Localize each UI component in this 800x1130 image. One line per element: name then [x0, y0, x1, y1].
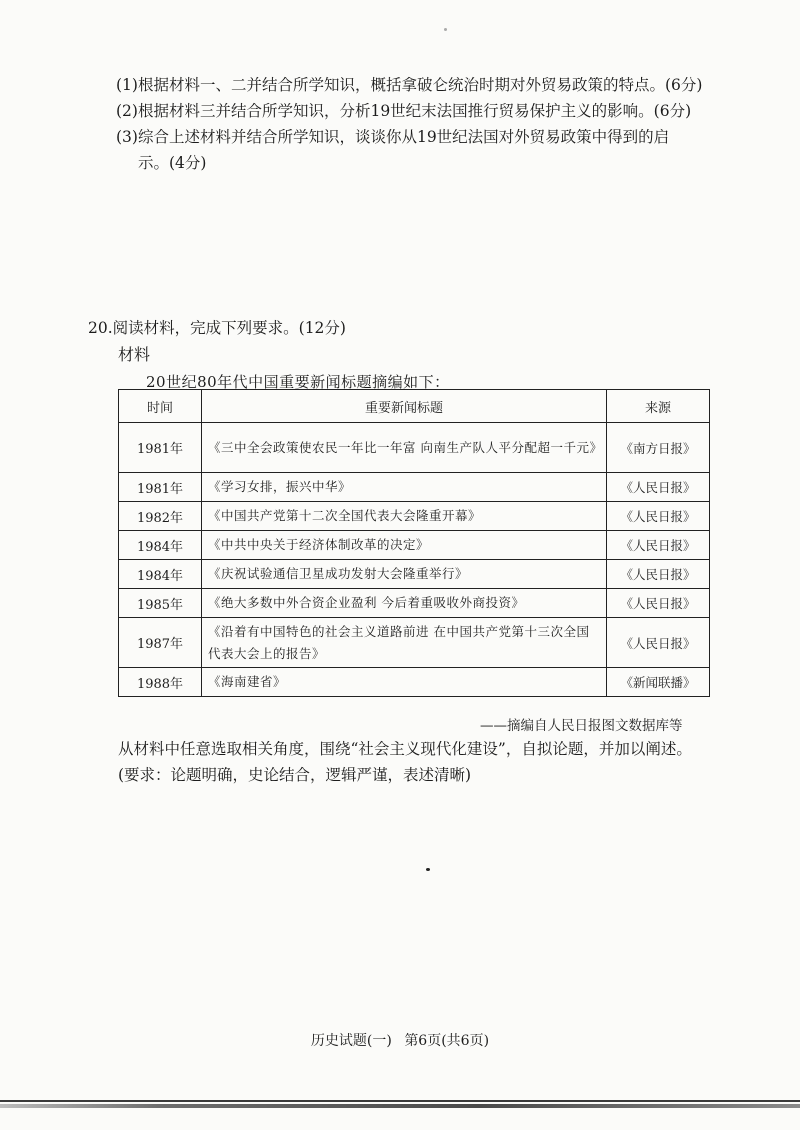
- row-headline: 《中共中央关于经济体制改革的决定》: [202, 531, 607, 560]
- row-year: 1985年: [119, 589, 202, 618]
- row-year: 1982年: [119, 502, 202, 531]
- row-source: 《人民日报》: [607, 473, 710, 502]
- task-requirements: (要求：论题明确，史论结合，逻辑严谨，表述清晰): [118, 766, 472, 784]
- news-headlines-table: [118, 389, 710, 697]
- table-row: [119, 668, 710, 697]
- scan-dot: [426, 868, 430, 871]
- header-source: 来源: [607, 390, 710, 423]
- header-time: 时间: [119, 390, 202, 423]
- row-source: 《人民日报》: [607, 618, 710, 668]
- row-year: 1988年: [119, 668, 202, 697]
- table-row: [119, 473, 710, 502]
- row-headline: 《庆祝试验通信卫星成功发射大会隆重举行》: [202, 560, 607, 589]
- table-header-row: [119, 390, 710, 423]
- footer-page-number: 第6页(共6页): [404, 1033, 490, 1049]
- row-year: 1981年: [119, 473, 202, 502]
- q19-item-3-continued: 示。(4分): [138, 154, 207, 172]
- row-source: 《南方日报》: [607, 423, 710, 473]
- q20-task: [118, 736, 718, 788]
- table-row: [119, 502, 710, 531]
- table-row: [119, 423, 710, 473]
- row-headline: 《中国共产党第十二次全国代表大会隆重开幕》: [202, 502, 607, 531]
- question-19-subquestions: [116, 72, 716, 176]
- row-headline: 《学习女排，振兴中华》: [202, 473, 607, 502]
- material-intro: 20世纪80年代中国重要新闻标题摘编如下：: [146, 373, 450, 391]
- task-instruction: 从材料中任意选取相关角度，围绕“社会主义现代化建设”，自拟论题，并加以阐述。: [118, 740, 692, 758]
- row-source: 《人民日报》: [607, 560, 710, 589]
- scan-speck: [444, 28, 447, 31]
- row-year: 1981年: [119, 423, 202, 473]
- q20-title: 20.阅读材料，完成下列要求。(12分): [88, 319, 346, 337]
- material-label: 材料: [118, 345, 151, 364]
- row-source: 《人民日报》: [607, 589, 710, 618]
- table-row: [119, 560, 710, 589]
- table-citation: ——摘编自人民日报图文数据库等: [480, 718, 683, 734]
- row-year: 1984年: [119, 560, 202, 589]
- scan-edge-shadow: [0, 1104, 800, 1108]
- page-footer: [0, 1030, 800, 1050]
- row-source: 《人民日报》: [607, 502, 710, 531]
- row-year: 1987年: [119, 618, 202, 668]
- table-row: [119, 589, 710, 618]
- scan-edge-line: [0, 1100, 800, 1102]
- q19-item-3: (3)综合上述材料并结合所学知识，谈谈你从19世纪法国对外贸易政策中得到的启: [116, 128, 670, 146]
- row-headline: 《海南建省》: [202, 668, 607, 697]
- q19-item-2: (2)根据材料三并结合所学知识，分析19世纪末法国推行贸易保护主义的影响。(6分): [116, 102, 692, 120]
- row-headline: 《三中全会政策使农民一年比一年富 向南生产队人平分配超一千元》: [202, 423, 607, 473]
- row-year: 1984年: [119, 531, 202, 560]
- row-headline: 《沿着有中国特色的社会主义道路前进 在中国共产党第十三次全国代表大会上的报告》: [202, 618, 607, 668]
- row-headline: 《绝大多数中外合资企业盈利 今后着重吸收外商投资》: [202, 589, 607, 618]
- question-20: [88, 315, 728, 395]
- q19-item-1: (1)根据材料一、二并结合所学知识，概括拿破仑统治时期对外贸易政策的特点。(6分): [116, 76, 703, 94]
- row-source: 《人民日报》: [607, 531, 710, 560]
- row-source: 《新闻联播》: [607, 668, 710, 697]
- table-row: [119, 618, 710, 668]
- header-headline: 重要新闻标题: [202, 390, 607, 423]
- table-row: [119, 531, 710, 560]
- footer-subject: 历史试题(一): [310, 1033, 392, 1049]
